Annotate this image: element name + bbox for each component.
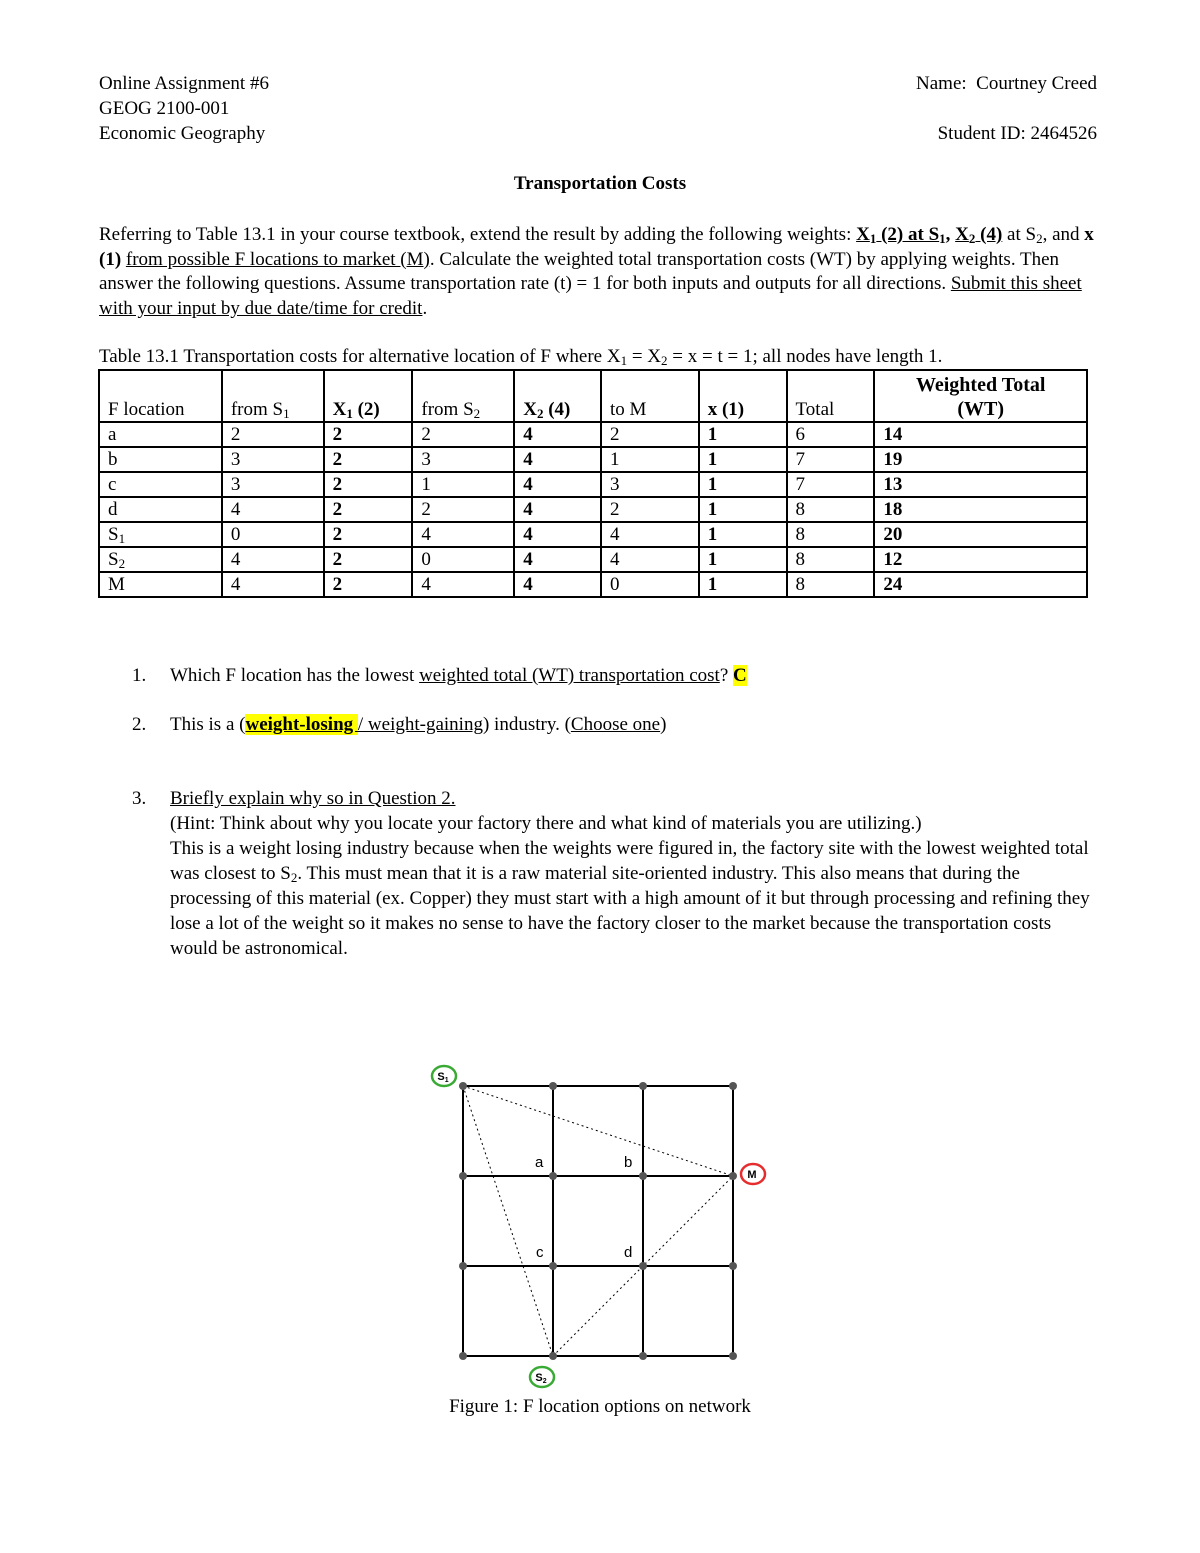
table-cell: 4 [514,572,601,597]
route-line [463,1086,733,1176]
location-label-c: c [536,1244,544,1261]
table-cell: 0 [601,572,699,597]
table-header-cell: Total [787,370,875,422]
name-label: Name: [916,73,967,94]
course-code: GEOG 2100-001 [99,98,230,119]
table-cell: a [99,422,222,447]
table-cell: 4 [412,522,514,547]
table-cell: 1 [699,547,787,572]
table-cell: c [99,472,222,497]
table-header-cell: x (1) [699,370,787,422]
network-node [729,1172,737,1180]
table-cell: 19 [874,447,1087,472]
q3-answer: This is a weight losing industry because when the weights were figured in, the factory site with the lowest weighted total was closest to $S_2$. This must mean that it is a raw material site-oriented industry. This also means that during the processing of this material (ex. Copper) they must start with a high amount of it but through processing and refining they lose a lot of the weight so it makes no sense to have the factory closer to the market because the transportation costs would be astronomical. [170,838,1090,959]
table-cell: 0 [222,522,324,547]
table-header-cell: $X_2$ (4) [514,370,601,422]
table-cell: 24 [874,572,1087,597]
node-m-label: M [747,1169,757,1181]
table-row [99,547,1087,572]
table-cell: 20 [874,522,1087,547]
table-cell: 1 [412,472,514,497]
question-number: 1. [132,665,147,686]
network-node [729,1352,737,1360]
question-number: 3. [132,788,147,809]
table-row [99,497,1087,522]
table-cell: 3 [222,472,324,497]
name-value: Courtney Creed [976,73,1097,94]
table-caption: Table 13.1 Transportation costs for alternative location of F where $X_1 = X_2 = x = t = 1$; all nodes have length 1. [99,346,943,368]
table-cell: 3 [222,447,324,472]
page-title: Transportation Costs [513,173,687,194]
table-cell: 2 [324,422,413,447]
table-cell: 2 [324,447,413,472]
assignment-title: Online Assignment #6 [99,73,269,94]
table-cell: 8 [787,547,875,572]
node-m [741,1164,765,1184]
q2-end: ) [660,714,667,735]
table-cell: 3 [412,447,514,472]
table-cell: 12 [874,547,1087,572]
q3-hint: (Hint: Think about why you locate your factory there and what kind of materials you are utilizing.) [170,813,922,834]
table-cell: 1 [601,447,699,472]
table-cell: 2 [601,422,699,447]
table-cell: b [99,447,222,472]
network-node [459,1262,467,1270]
table-cell: 3 [601,472,699,497]
location-label-b: b [624,1154,633,1171]
table-cell: 4 [222,572,324,597]
network-figure [420,1058,780,1393]
table-cell: 1 [699,422,787,447]
intro-text-2: at $S_2$, and [1002,224,1085,246]
table-cell: 2 [412,497,514,522]
table-row [99,447,1087,472]
weight-x: x (1) [99,224,1094,270]
table-cell: 2 [324,547,413,572]
submit-instruction: Submit this sheet with your input by due date/time for credit [99,273,1082,320]
question-2 [132,712,1092,737]
student-id-value: 2464526 [1030,123,1097,144]
intro-text: Referring to Table 13.1 in your course textbook, extend the result by adding the following weights: [99,224,857,245]
figure-caption: Figure 1: F location options on network [449,1396,751,1417]
q2-choice-weight-gaining: / weight-gaining [357,714,483,735]
weight-x1: $X_1$ (2) at $S_1$, [856,224,951,246]
table-cell: 4 [222,497,324,522]
student-id [916,121,1097,146]
table-cell: 2 [324,497,413,522]
table-header-cell: from $S_2$ [412,370,514,422]
table-header-cell: from $S_1$ [222,370,324,422]
table-cell: 1 [699,572,787,597]
q2-post: ) industry. ( [482,714,571,735]
intro-underlined: from possible F locations to market (M) [125,248,430,270]
table-cell: 4 [514,472,601,497]
network-node [639,1262,647,1270]
question-number: 2. [132,714,147,735]
table-cell: 4 [601,547,699,572]
course-name: Economic Geography [99,123,266,144]
table-cell: 2 [601,497,699,522]
table-cell: 2 [324,522,413,547]
q2-text: This is a ( [170,714,246,735]
question-1 [132,663,1092,688]
route-line [463,1086,553,1356]
node-s2 [530,1367,554,1387]
intro-end: . [422,298,428,320]
table-cell: 1 [699,497,787,522]
student-name [916,71,1097,96]
network-node [459,1352,467,1360]
network-node [639,1172,647,1180]
table-cell: 7 [787,472,875,497]
table-cell: 18 [874,497,1087,522]
weight-x2: $X_2$ (4) [955,224,1003,246]
table-row [99,422,1087,447]
network-node [549,1352,557,1360]
network-node [729,1082,737,1090]
q1-underlined: weighted total (WT) transportation cost [419,665,720,686]
table-header-cell: to M [601,370,699,422]
network-node [729,1262,737,1270]
table-cell: 4 [222,547,324,572]
q1-post: ? [719,665,733,686]
table-cell: 4 [514,547,601,572]
table-cell: 8 [787,572,875,597]
table-row [99,472,1087,497]
network-node [549,1082,557,1090]
table-cell: 14 [874,422,1087,447]
table-cell: 1 [699,447,787,472]
table-cell: 1 [699,472,787,497]
node-s1 [432,1066,456,1086]
instructions-paragraph [99,223,1099,322]
table-cell: M [99,572,222,597]
header-left [99,71,269,146]
q3-prompt: Briefly explain why so in Question 2. [170,788,456,809]
table-header-cell: Weighted Total (WT) [874,370,1087,422]
table-cell: 8 [787,497,875,522]
table-cell: 8 [787,522,875,547]
table-row [99,522,1087,547]
table-cell: 2 [324,572,413,597]
location-label-d: d [624,1244,633,1261]
table-cell: 4 [514,522,601,547]
table-cell: 7 [787,447,875,472]
table-cell: $S_1$ [99,522,222,547]
header-right [916,71,1097,146]
network-node [549,1172,557,1180]
table-cell: 4 [412,572,514,597]
table-cell: 0 [412,547,514,572]
q1-text: Which F location has the lowest [170,665,420,686]
table-cell: d [99,497,222,522]
student-id-label: Student ID: [937,123,1026,144]
network-node [639,1352,647,1360]
q2-answer-weight-losing: weight-losing [245,714,358,735]
q1-answer: C [733,665,747,686]
intro-text-3: . Calculate the weighted total transportation costs (WT) by applying weights. Then answer the following questions. Assume transportation rate (t) = 1 for both inputs and outputs for all directions. [99,248,1060,295]
table-cell: 4 [514,447,601,472]
node-s2-label: S2 [535,1372,547,1385]
table-cell: $S_2$ [99,547,222,572]
table-cell: 2 [324,472,413,497]
table-header-row [99,370,1087,422]
table-cell: 2 [412,422,514,447]
question-3 [132,786,1092,961]
table-cell: 6 [787,422,875,447]
location-label-a: a [535,1154,544,1171]
table-cell: 4 [514,497,601,522]
table-header-cell: F location [99,370,222,422]
table-cell: 13 [874,472,1087,497]
table-cell: 4 [514,422,601,447]
q2-instruction: Choose one [570,714,661,735]
network-node [459,1082,467,1090]
network-node [459,1172,467,1180]
table-header-cell: $X_1$ (2) [324,370,413,422]
network-node [549,1262,557,1270]
network-node [639,1082,647,1090]
table-cell: 4 [601,522,699,547]
transport-cost-table [98,369,1088,598]
table-cell: 2 [222,422,324,447]
table-row [99,572,1087,597]
table-cell: 1 [699,522,787,547]
node-s1-label: S1 [437,1071,449,1084]
